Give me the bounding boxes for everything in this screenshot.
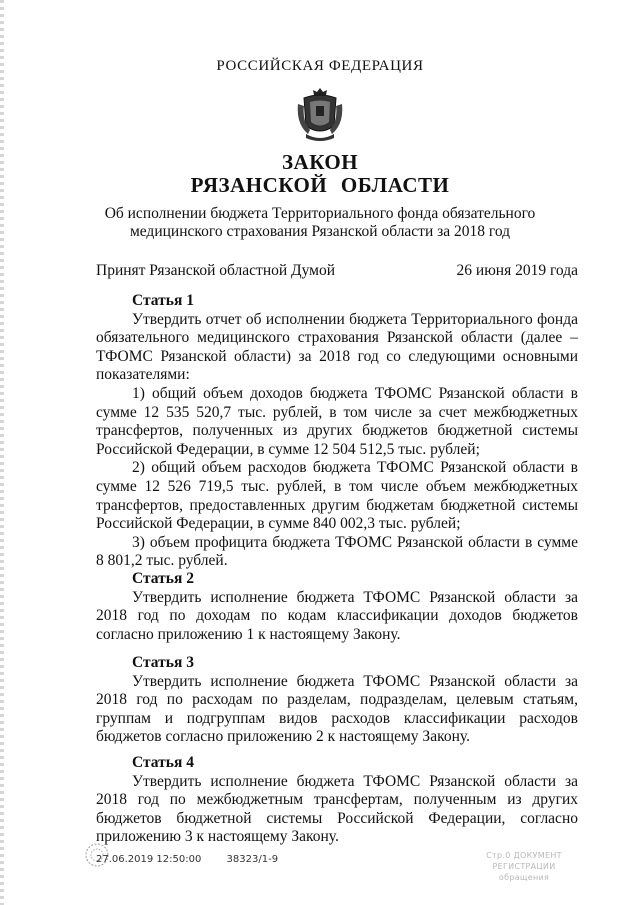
registration-watermark bbox=[454, 850, 594, 883]
adopted-by: Принят Рязанской областной Думой bbox=[96, 262, 336, 279]
registration-timestamp: 27.06.2019 12:50:00 bbox=[96, 854, 202, 865]
article-paragraph: 3) объем профицита бюджета ТФОМС Рязанской области в сумме 8 801,2 тыс. рублей. bbox=[96, 533, 578, 570]
article-2 bbox=[96, 570, 578, 644]
watermark-line: Стр.0 ДОКУМЕНТ РЕГИСТРАЦИИ bbox=[486, 851, 562, 871]
country-header: РОССИЙСКАЯ ФЕДЕРАЦИЯ bbox=[216, 58, 424, 74]
scan-edge bbox=[0, 0, 4, 905]
article-heading: Статья 1 bbox=[132, 292, 194, 309]
article-paragraph: Утвердить отчет об исполнении бюджета Территориального фонда обязательного медицинского страхования Рязанской области (далее – ТФОМС Рязанской области) за 2018 год со следующими основными показателями: bbox=[96, 310, 578, 384]
coat-of-arms-icon bbox=[296, 86, 344, 142]
article-heading: Статья 4 bbox=[132, 754, 194, 771]
article-paragraph: Утвердить исполнение бюджета ТФОМС Рязанской области за 2018 год по межбюджетным трансфертам, полученным из других бюджетов бюджетной системы Российской Федерации, согласно приложению 3 к настоящему Закону. bbox=[96, 772, 578, 846]
article-paragraph: Утвердить исполнение бюджета ТФОМС Рязанской области за 2018 год по доходам по кодам классификации доходов бюджетов согласно приложению 1 к настоящему Закону. bbox=[96, 588, 578, 643]
watermark-line: обращения bbox=[498, 873, 550, 882]
adoption-date: 26 июня 2019 года bbox=[456, 262, 578, 279]
article-3 bbox=[96, 654, 578, 747]
article-paragraph: Утвердить исполнение бюджета ТФОМС Рязанской области за 2018 год по расходам по разделам, подразделам, целевым статьям, группам и подгруппам видов расходов классификации расходов бюджетов согласно приложению 2 к настоящему Закону. bbox=[96, 672, 578, 746]
article-heading: Статья 3 bbox=[132, 654, 194, 671]
registration-footer bbox=[96, 854, 300, 865]
law-subject: Об исполнении бюджета Территориального фонда обязательного медицинского страхования Рязанской области за 2018 год bbox=[104, 205, 536, 240]
law-title: ЗАКОН bbox=[281, 150, 359, 174]
article-4 bbox=[96, 754, 578, 847]
article-paragraph: 1) общий объем доходов бюджета ТФОМС Рязанской области в сумме 12 535 520,7 тыс. рублей, в том числе за счет межбюджетных трансфертов, полученных из других бюджетов бюджетной системы Российской Федерации, в сумме 12 504 512,5 тыс. рублей; bbox=[96, 384, 578, 458]
article-heading: Статья 2 bbox=[132, 570, 194, 587]
article-1 bbox=[96, 292, 578, 571]
article-paragraph: 2) общий объем расходов бюджета ТФОМС Рязанской области в сумме 12 526 719,5 тыс. рублей, в том числе объем межбюджетных трансфертов, предоставленных другим бюджетам бюджетной системы Российской Федерации, в сумме 840 002,3 тыс. рублей; bbox=[96, 459, 578, 533]
adoption-line bbox=[96, 262, 578, 280]
registration-number: 38323/1-9 bbox=[226, 854, 279, 865]
law-region: РЯЗАНСКОЙ ОБЛАСТИ bbox=[190, 173, 450, 197]
